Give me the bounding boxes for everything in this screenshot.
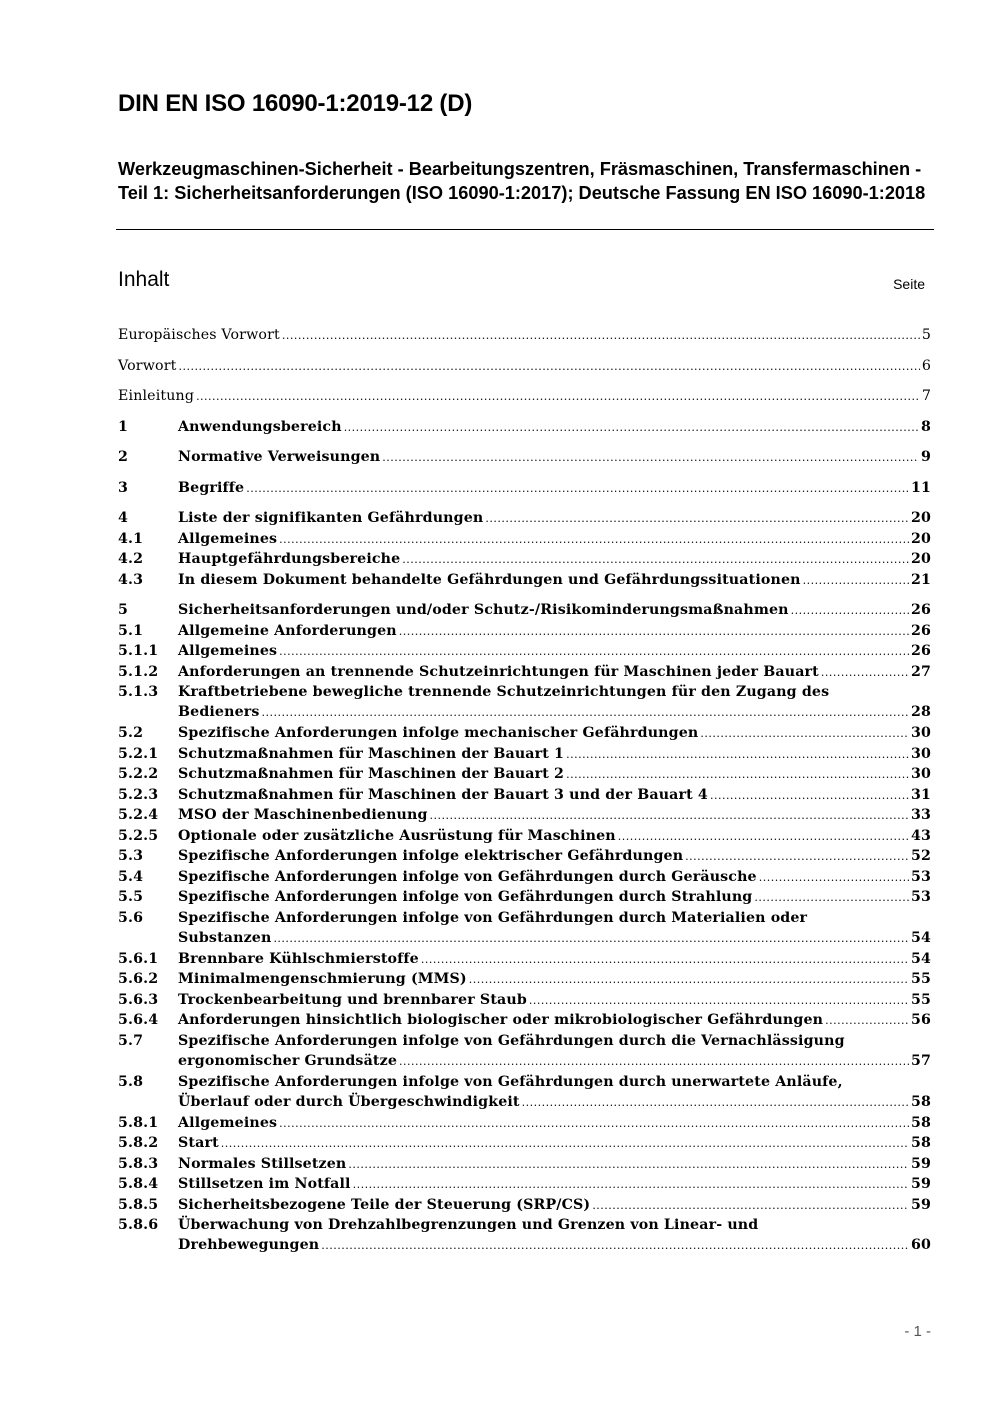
toc-entry-title: Einleitung — [118, 388, 195, 404]
toc-entry-title: Spezifische Anforderungen infolge von Gefährdungen durch die Vernachlässigung — [178, 1032, 845, 1049]
toc-entry-page: 52 — [910, 848, 931, 864]
toc-entry-number: 5.3 — [118, 848, 144, 864]
toc-dot-leader — [279, 1114, 909, 1134]
toc-entry-number: 5.1.1 — [118, 643, 159, 659]
toc-entry-number: 5.8.1 — [118, 1114, 159, 1131]
toc-entry-page: 43 — [910, 827, 931, 844]
toc-entry-number: 4.1 — [118, 530, 144, 547]
toc-dot-leader — [529, 991, 909, 1011]
toc-entry-title: Sicherheitsbezogene Teile der Steuerung (SRP/CS) — [178, 1196, 591, 1213]
toc-entry-page: 27 — [910, 663, 931, 680]
toc-dot-leader — [685, 847, 909, 867]
toc-entry-number: 5.8 — [118, 1073, 144, 1090]
toc-entry-number: 5.6.2 — [118, 971, 159, 987]
toc-entry-title-continuation: ergonomischer Grundsätze — [178, 1052, 398, 1069]
toc-entry-page: 54 — [910, 929, 931, 946]
toc-dot-leader — [382, 448, 919, 468]
toc-dot-leader — [196, 387, 920, 407]
toc-entry-page: 59 — [910, 1155, 931, 1172]
toc-entry-number: 4.3 — [118, 571, 144, 588]
toc-entry-title: Brennbare Kühlschmierstoffe — [178, 950, 419, 967]
toc-entry-page: 20 — [910, 551, 931, 567]
toc-entry-title: Begriffe — [178, 479, 245, 496]
toc-entry-number: 5.6.1 — [118, 950, 159, 967]
page-number: - 1 - — [904, 1323, 931, 1340]
toc-dot-leader — [803, 571, 909, 591]
toc-entry-title: In diesem Dokument behandelte Gefährdungen und Gefährdungssituationen — [178, 571, 801, 588]
toc-entry-number: 5 — [118, 602, 129, 618]
toc-entry-page: 30 — [910, 745, 931, 762]
toc-entry-title: MSO der Maschinenbedienung — [178, 807, 428, 823]
toc-entry-number: 5.8.2 — [118, 1135, 159, 1151]
toc-dot-leader — [279, 530, 909, 550]
toc-entry-title: Spezifische Anforderungen infolge von Gefährdungen durch Strahlung — [178, 889, 753, 905]
toc-entry-title: Überwachung von Drehzahlbegrenzungen und Grenzen von Linear- und — [178, 1217, 759, 1233]
toc-entry-number: 5.2.2 — [118, 766, 159, 782]
toc-entry-title: Europäisches Vorwort — [118, 327, 280, 343]
toc-dot-leader — [469, 970, 909, 990]
toc-entry-page: 20 — [910, 510, 931, 526]
toc-dot-leader — [821, 663, 909, 683]
toc-page-column-label: Seite — [893, 276, 925, 292]
toc-entry-page: 57 — [910, 1052, 931, 1069]
toc-dot-leader — [700, 724, 909, 744]
toc-dot-leader — [273, 929, 909, 949]
toc-entry-title: Hauptgefährdungsbereiche — [178, 551, 401, 567]
toc-entry-number: 5.1.2 — [118, 663, 159, 680]
toc-entry-title: Spezifische Anforderungen infolge von Gefährdungen durch unerwartete Anläufe, — [178, 1073, 843, 1090]
toc-entry-number: 4 — [118, 510, 129, 526]
toc-entry-title: Schutzmaßnahmen für Maschinen der Bauart 3 und der Bauart 4 — [178, 786, 708, 803]
toc-entry-title: Allgemeines — [178, 1114, 278, 1131]
toc-dot-leader — [246, 479, 909, 499]
toc-entry-title: Schutzmaßnahmen für Maschinen der Bauart 2 — [178, 766, 565, 782]
toc-entry-number: 5.5 — [118, 889, 144, 905]
toc-dot-leader — [618, 827, 909, 847]
toc-entry-title: Spezifische Anforderungen infolge von Gefährdungen durch Geräusche — [178, 868, 757, 885]
toc-entry-page: 33 — [910, 807, 931, 823]
toc-entry-number: 4.2 — [118, 551, 144, 567]
toc-entry-page: 20 — [910, 530, 931, 547]
toc-entry-page: 21 — [910, 571, 931, 588]
toc-entry-number: 5.6.3 — [118, 991, 159, 1008]
toc-entry-title: Start — [178, 1135, 219, 1151]
toc-entry-page: 5 — [921, 327, 931, 343]
toc-entry-page: 58 — [910, 1114, 931, 1131]
toc-entry-number: 5.2 — [118, 725, 144, 741]
toc-dot-leader — [279, 642, 909, 662]
toc-dot-leader — [221, 1134, 909, 1154]
toc-entry-number: 5.8.5 — [118, 1196, 159, 1213]
toc-entry-page: 53 — [910, 868, 931, 885]
toc-entry-number: 5.8.3 — [118, 1155, 159, 1172]
toc-entry-title-continuation: Überlauf oder durch Übergeschwindigkeit — [178, 1093, 520, 1110]
document-title: DIN EN ISO 16090-1:2019-12 (D) — [118, 90, 473, 117]
toc-entry-number: 5.6.4 — [118, 1012, 159, 1028]
toc-entry-page: 11 — [910, 479, 931, 496]
toc-entry-page: 58 — [910, 1093, 931, 1110]
toc-dot-leader — [566, 765, 909, 785]
toc-dot-leader — [399, 1052, 909, 1072]
toc-entry-number: 5.4 — [118, 868, 144, 885]
toc-entry-title: Optionale oder zusätzliche Ausrüstung für Maschinen — [178, 827, 616, 844]
toc-dot-leader — [592, 1196, 909, 1216]
toc-entry-number: 5.6 — [118, 909, 144, 926]
toc-entry-page: 59 — [910, 1176, 931, 1192]
toc-entry-number: 3 — [118, 479, 129, 496]
toc-dot-leader — [344, 418, 919, 438]
toc-entry-page: 55 — [910, 971, 931, 987]
toc-dot-leader — [421, 950, 909, 970]
toc-entry-number: 5.2.4 — [118, 807, 159, 823]
toc-entry-page: 30 — [910, 725, 931, 741]
toc-entry-page: 56 — [910, 1012, 931, 1028]
toc-entry-number: 5.2.1 — [118, 745, 159, 762]
toc-entry-title-continuation: Substanzen — [178, 929, 272, 946]
toc-dot-leader — [179, 357, 920, 377]
toc-entry-title: Spezifische Anforderungen infolge mechanischer Gefährdungen — [178, 725, 699, 741]
toc-dot-leader — [825, 1011, 909, 1031]
toc-entry-number: 5.8.4 — [118, 1176, 159, 1192]
toc-entry-number: 5.2.5 — [118, 827, 159, 844]
toc-entry-number: 1 — [118, 418, 129, 435]
toc-entry-page: 8 — [920, 418, 931, 435]
toc-dot-leader — [710, 786, 909, 806]
toc-entry-page: 31 — [910, 786, 931, 803]
toc-entry-title-continuation: Drehbewegungen — [178, 1237, 320, 1253]
title-divider — [116, 229, 934, 230]
toc-dot-leader — [522, 1093, 909, 1113]
toc-entry-number: 5.2.3 — [118, 786, 159, 803]
toc-dot-leader — [402, 550, 909, 570]
toc-entry-page: 7 — [921, 388, 931, 404]
toc-entry-title: Sicherheitsanforderungen und/oder Schutz-/Risikominderungsmaßnahmen — [178, 602, 789, 618]
toc-dot-leader — [754, 888, 909, 908]
toc-entry-title: Kraftbetriebene bewegliche trennende Schutzeinrichtungen für den Zugang des — [178, 684, 830, 700]
toc-entry-title: Schutzmaßnahmen für Maschinen der Bauart 1 — [178, 745, 565, 762]
toc-entry-page: 58 — [910, 1135, 931, 1151]
toc-dot-leader — [282, 326, 920, 346]
toc-entry-title: Allgemeines — [178, 643, 278, 659]
toc-entry-title: Vorwort — [118, 357, 177, 374]
toc-entry-title-continuation: Bedieners — [178, 704, 260, 720]
toc-dot-leader — [399, 622, 909, 642]
toc-dot-leader — [566, 745, 909, 765]
document-subtitle: Werkzeugmaschinen-Sicherheit - Bearbeitungszentren, Fräsmaschinen, Transfermaschinen - Teil 1: Sicherheitsanforderungen (ISO 16090-1:2017); Deutsche Fassung EN ISO 16090-1:2018 — [118, 159, 926, 203]
toc-dot-leader — [485, 509, 909, 529]
toc-entry-number: 2 — [118, 449, 129, 465]
toc-dot-leader — [262, 703, 909, 723]
toc-entry-page: 55 — [910, 991, 931, 1008]
toc-entry-title: Allgemeine Anforderungen — [178, 622, 397, 639]
toc-entry-title: Anforderungen hinsichtlich biologischer oder mikrobiologischer Gefährdungen — [178, 1012, 824, 1028]
toc-dot-leader — [791, 601, 909, 621]
toc-entry-page: 28 — [910, 704, 931, 720]
toc-entry-number: 5.1 — [118, 622, 144, 639]
toc-entry-page: 53 — [910, 889, 931, 905]
toc-dot-leader — [321, 1236, 909, 1256]
toc-entry-title: Spezifische Anforderungen infolge von Gefährdungen durch Materialien oder — [178, 909, 808, 926]
toc-entry-title: Spezifische Anforderungen infolge elektrischer Gefährdungen — [178, 848, 684, 864]
toc-entry-number: 5.7 — [118, 1032, 144, 1049]
toc-entry-page: 26 — [910, 643, 931, 659]
toc-entry-page: 30 — [910, 766, 931, 782]
toc-entry-page: 6 — [921, 357, 931, 374]
toc-entry-page: 54 — [910, 950, 931, 967]
toc-entry-title: Normales Stillsetzen — [178, 1155, 347, 1172]
toc-entry-page: 59 — [910, 1196, 931, 1213]
toc-entry-title: Anwendungsbereich — [178, 418, 342, 435]
toc-entry-title: Allgemeines — [178, 530, 278, 547]
toc-entry-title: Stillsetzen im Notfall — [178, 1176, 351, 1192]
toc-heading: Inhalt — [118, 268, 170, 291]
toc-entry-page: 9 — [920, 449, 931, 465]
toc-entry-page: 60 — [910, 1237, 931, 1253]
toc-entry-number: 5.8.6 — [118, 1217, 159, 1233]
toc-entry-title: Anforderungen an trennende Schutzeinrichtungen für Maschinen jeder Bauart — [178, 663, 819, 680]
toc-entry-page: 26 — [910, 622, 931, 639]
toc-entry-number: 5.1.3 — [118, 684, 159, 700]
toc-dot-leader — [759, 868, 909, 888]
toc-dot-leader — [430, 806, 909, 826]
toc-entry-title: Liste der signifikanten Gefährdungen — [178, 510, 484, 526]
toc-dot-leader — [353, 1175, 909, 1195]
toc-entry-title: Normative Verweisungen — [178, 449, 381, 465]
toc-entry-title: Trockenbearbeitung und brennbarer Staub — [178, 991, 527, 1008]
toc-entry-title: Minimalmengenschmierung (MMS) — [178, 971, 467, 987]
toc-entry-page: 26 — [910, 602, 931, 618]
toc-dot-leader — [348, 1155, 909, 1175]
